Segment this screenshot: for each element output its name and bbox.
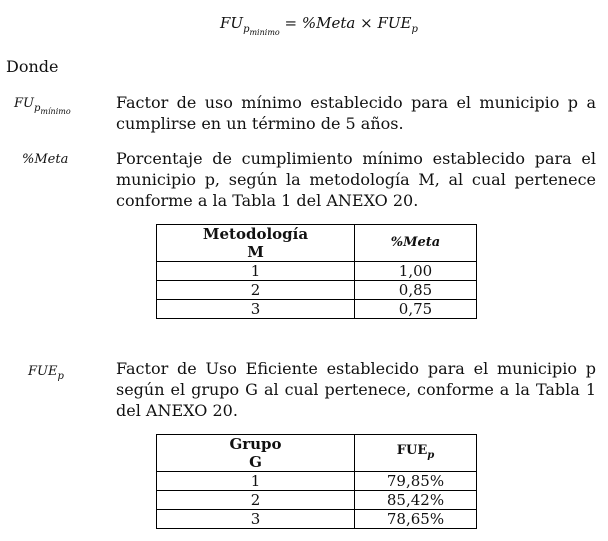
metodologia-cell: 1 [157,262,355,281]
formula-pct-meta: %Meta [301,14,356,32]
def1-symbol: $FU_{p_{mínimo}}$ [14,96,71,116]
formula-lhs: FU [220,14,244,32]
meta-cell: 0,75 [355,300,477,319]
def3-symbol: $FUE_p$ [28,364,64,382]
table-row [157,281,477,300]
fue-cell: 79,85% [355,472,477,491]
formula-lhs-sub: p [243,24,250,35]
grupo-cell: 2 [157,491,355,510]
metodologia-header: Metodología M [157,225,355,262]
main-formula [220,14,418,37]
table-row [157,300,477,319]
table-row [157,491,477,510]
meta-cell: 1,00 [355,262,477,281]
meta-header: %Meta [355,225,477,262]
grupo-table [156,434,477,529]
formula-rhs-sub: p [411,24,418,35]
def1-text: Factor de uso mínimo establecido para el municipio p a cumplirse en un término de 5 años. [116,93,596,133]
def2-text: Porcentaje de cumplimiento mínimo establecido para el municipio p, según la metodología M, al cual pertenece conforme a la Tabla 1 del ANEXO 20. [116,149,596,210]
metodologia-cell: 2 [157,281,355,300]
fue-cell: 85,42% [355,491,477,510]
grupo-cell: 3 [157,510,355,529]
table-row [157,472,477,491]
metodologia-cell: 3 [157,300,355,319]
def3-text: Factor de Uso Eficiente establecido para el municipio p según el grupo G al cual pertenece, conforme a la Tabla 1 del ANEXO 20. [116,359,596,420]
formula-equals: = [284,14,298,32]
grupo-cell: 1 [157,472,355,491]
formula-lhs-subsub: minimo [249,28,280,37]
grupo-header: Grupo G [157,435,355,472]
meta-cell: 0,85 [355,281,477,300]
formula-times: × [360,14,373,32]
table-row [157,262,477,281]
def2-symbol: %Meta [22,152,69,167]
metodologia-table [156,224,477,319]
formula-rhs: FUE [377,14,412,32]
donde-label: Donde [6,57,59,76]
fue-header: $FUE_p$ [355,435,477,472]
table-row [157,510,477,529]
fue-cell: 78,65% [355,510,477,529]
